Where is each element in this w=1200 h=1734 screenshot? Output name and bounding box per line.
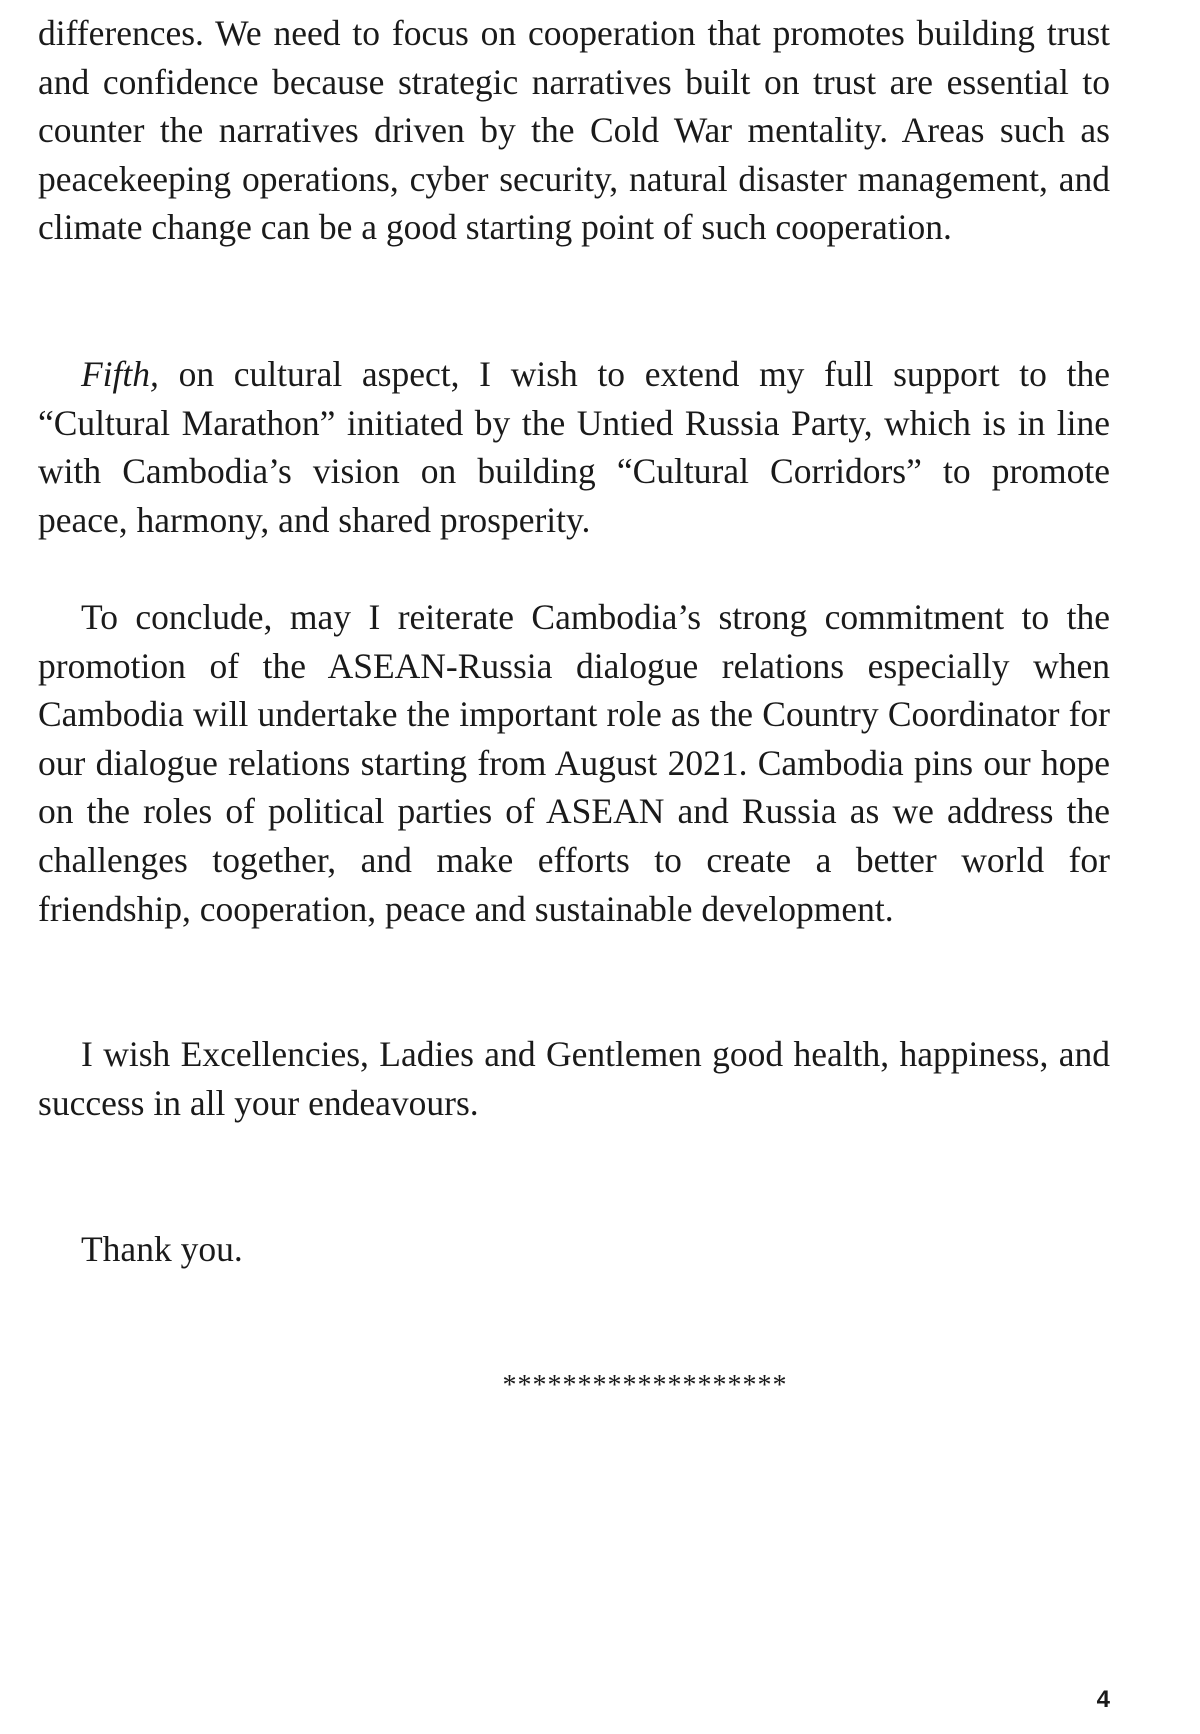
paragraph-cultural-aspect bbox=[38, 350, 1110, 544]
separator-asterisks: ******************* bbox=[502, 1370, 788, 1401]
paragraph-lead-fifth: Fifth, bbox=[81, 354, 159, 394]
paragraph-cooperation: differences. We need to focus on cooperation that promotes building trust and confidence because strategic narratives built on trust are essential to counter the narratives driven by the Cold War mentality. Areas such as peacekeeping operations, cyber security, natural disaster management, and climate change can be a good starting point of such cooperation. bbox=[38, 13, 1110, 248]
paragraph-cultural-body: on cultural aspect, I wish to extend my full support to the “Cultural Marathon” initiated by the Untied Russia Party, which is in line with Cambodia’s vision on building “Cultural Corridors” to promote peace, harmony, and shared prosperity. bbox=[38, 354, 1110, 540]
paragraph-conclusion: To conclude, may I reiterate Cambodia’s strong commitment to the promotion of the ASEAN-Russia dialogue relations especially when Cambodia will undertake the important role as the Country Coordinator for our dialogue relations starting from August 2021. Cambodia pins our hope on the roles of political parties of ASEAN and Russia as we address the challenges together, and make efforts to create a better world for friendship, cooperation, peace and sustainable development. bbox=[38, 597, 1110, 929]
page-number: 4 bbox=[1096, 1686, 1110, 1713]
paragraph-wishes: I wish Excellencies, Ladies and Gentlemen good health, happiness, and success in all your endeavours. bbox=[38, 1034, 1110, 1123]
closing-thank-you: Thank you. bbox=[81, 1229, 243, 1269]
